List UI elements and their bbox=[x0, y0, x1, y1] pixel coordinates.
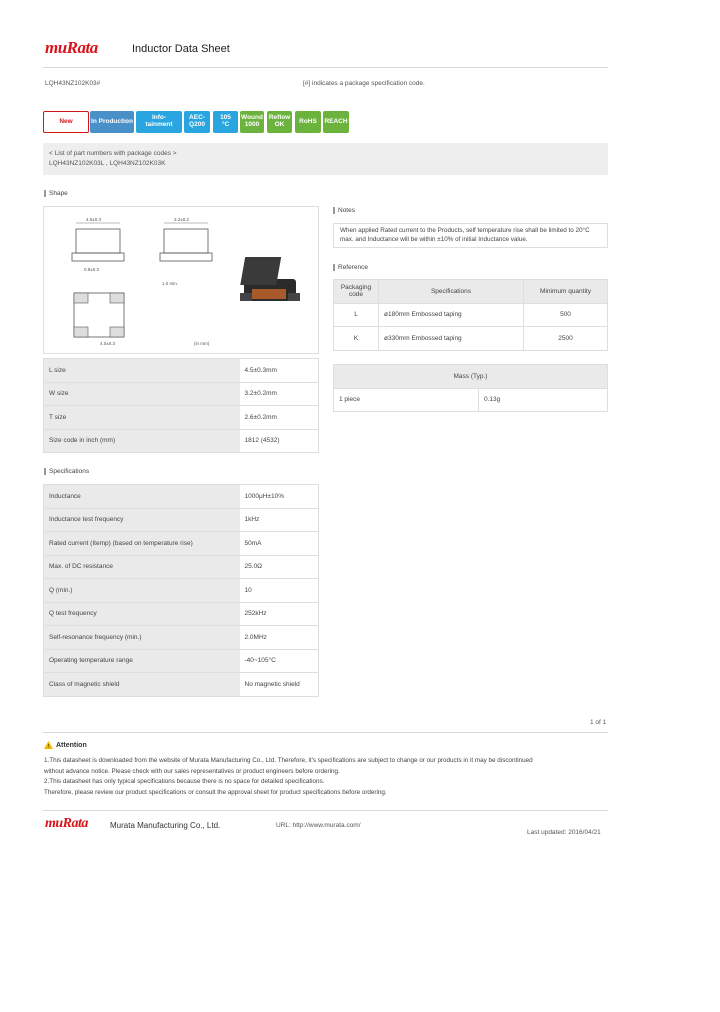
spec-label: Class of magnetic shield bbox=[44, 673, 240, 697]
spec-value: 1000μH±10% bbox=[240, 485, 319, 509]
spec-value: 25.0Ω bbox=[240, 555, 319, 579]
dim-f: 4.0±0.3 bbox=[100, 341, 115, 346]
specifications-table bbox=[43, 484, 319, 697]
reference-qty: 2500 bbox=[524, 327, 608, 351]
dim-unit: (in mm) bbox=[194, 341, 210, 346]
spec-label: Rated current (Itemp) (based on temperature rise) bbox=[44, 532, 240, 556]
company-name: Murata Manufacturing Co., Ltd. bbox=[110, 821, 221, 830]
dim-d: 1.0 min. bbox=[162, 281, 179, 286]
company-url[interactable]: URL: http://www.murata.com/ bbox=[276, 822, 361, 829]
notes-text: When applied Rated current to the Products, self temperature rise shall be limited to 20°C max. and Inductance will be within ±10% of initial Inductance value. bbox=[333, 223, 608, 248]
attention-text bbox=[44, 756, 614, 798]
shape-drawing-box bbox=[43, 206, 319, 354]
spec-label: Self-resonance frequency (min.) bbox=[44, 626, 240, 650]
divider bbox=[43, 732, 608, 733]
badge-reach: REACH bbox=[323, 111, 349, 133]
size-label: T size bbox=[44, 406, 240, 430]
size-row bbox=[44, 359, 319, 383]
size-value: 2.6±0.2mm bbox=[240, 406, 319, 430]
spec-value: 1kHz bbox=[240, 508, 319, 532]
spec-row bbox=[44, 532, 319, 556]
page-number: 1 of 1 bbox=[590, 719, 607, 726]
attention-line: 2.This datasheet has only typical specifications because there is no space for detailed specifications. bbox=[44, 778, 325, 785]
reference-code: K bbox=[334, 327, 379, 351]
shape-drawing bbox=[44, 207, 320, 355]
spec-label: Operating temperature range bbox=[44, 649, 240, 673]
divider bbox=[43, 810, 608, 811]
reference-row bbox=[334, 303, 608, 327]
size-table bbox=[43, 358, 319, 453]
spec-label: Inductance bbox=[44, 485, 240, 509]
part-list-box bbox=[43, 143, 608, 175]
murata-logo: muRata bbox=[45, 38, 98, 57]
size-value: 1812 (4532) bbox=[240, 429, 319, 453]
reference-column-header: Specifications bbox=[379, 280, 524, 304]
badge-in-production: In Production bbox=[90, 111, 134, 133]
spec-label: Max. of DC resistance bbox=[44, 555, 240, 579]
reference-code: L bbox=[334, 303, 379, 327]
attention-line: Therefore, please review our product specifications or consult the approval sheet for product specifications before ordering. bbox=[44, 788, 387, 796]
spec-row bbox=[44, 649, 319, 673]
notes-heading: Notes bbox=[333, 207, 355, 214]
spec-row bbox=[44, 602, 319, 626]
dim-e: 0.9±0.3 bbox=[84, 267, 99, 272]
spec-label: Q test frequency bbox=[44, 602, 240, 626]
mass-label: 1 piece bbox=[334, 388, 479, 412]
spec-row bbox=[44, 626, 319, 650]
spec-value: 10 bbox=[240, 579, 319, 603]
size-label: W size bbox=[44, 382, 240, 406]
spec-row bbox=[44, 485, 319, 509]
reference-row bbox=[334, 327, 608, 351]
badge-new: New bbox=[43, 111, 89, 133]
badge-rohs: RoHS bbox=[295, 111, 321, 133]
reference-heading: Reference bbox=[333, 264, 368, 271]
badge-105-c: 105 °C bbox=[213, 111, 238, 133]
mass-table bbox=[333, 364, 608, 412]
page-title: Inductor Data Sheet bbox=[132, 43, 230, 55]
reference-spec: ø330mm Embossed taping bbox=[379, 327, 524, 351]
size-label: Size code in inch (mm) bbox=[44, 429, 240, 453]
spec-value: No magnetic shield bbox=[240, 673, 319, 697]
part-list-items: LQH43NZ102K03L , LQH43NZ102K03K bbox=[49, 160, 166, 167]
attention-header bbox=[44, 741, 87, 749]
spec-row bbox=[44, 579, 319, 603]
size-label: L size bbox=[44, 359, 240, 383]
last-updated: Last updated: 2016/04/21 bbox=[527, 829, 601, 836]
mass-value: 0.13g bbox=[479, 388, 608, 412]
spec-row bbox=[44, 508, 319, 532]
attention-heading: Attention bbox=[56, 741, 87, 749]
reference-column-header: Minimum quantity bbox=[524, 280, 608, 304]
spec-row bbox=[44, 555, 319, 579]
size-row bbox=[44, 406, 319, 430]
badge-aec-q200: AEC- Q200 bbox=[184, 111, 210, 133]
footer-logo: muRata bbox=[45, 816, 88, 831]
size-value: 3.2±0.2mm bbox=[240, 382, 319, 406]
badge-info-tainment: Info- tainment bbox=[136, 111, 182, 133]
badge-wound-1000: Wound 1000 bbox=[240, 111, 264, 133]
spec-row bbox=[44, 673, 319, 697]
reference-table bbox=[333, 279, 608, 351]
mass-heading: Mass (Typ.) bbox=[334, 365, 608, 389]
reference-column-header: Packaging code bbox=[334, 280, 379, 304]
badge-reflow-ok: Reflow OK bbox=[267, 111, 292, 133]
attention-line: without advance notice. Please check with our sales representatives or product engineers before ordering. bbox=[44, 767, 340, 775]
size-row bbox=[44, 429, 319, 453]
dim-a: 4.5±0.3 bbox=[86, 217, 101, 222]
size-value: 4.5±0.3mm bbox=[240, 359, 319, 383]
divider bbox=[43, 67, 608, 68]
spec-value: 2.0MHz bbox=[240, 626, 319, 650]
specifications-heading: Specifications bbox=[44, 468, 89, 475]
spec-value: 252kHz bbox=[240, 602, 319, 626]
reference-spec: ø180mm Embossed taping bbox=[379, 303, 524, 327]
spec-value: -40~105°C bbox=[240, 649, 319, 673]
dim-b: 3.2±0.2 bbox=[174, 217, 189, 222]
spec-label: Q (min.) bbox=[44, 579, 240, 603]
spec-value: 50mA bbox=[240, 532, 319, 556]
package-code-note: [#] indicates a package specification code. bbox=[303, 80, 425, 87]
spec-label: Inductance test frequency bbox=[44, 508, 240, 532]
attention-line: 1.This datasheet is downloaded from the website of Murata Manufacturing Co., Ltd. Therefore, it's specifications are subject to change or our products in it may be discontinued bbox=[44, 757, 533, 764]
svg-text:!: ! bbox=[47, 744, 49, 749]
size-row bbox=[44, 382, 319, 406]
shape-heading: Shape bbox=[44, 190, 68, 197]
reference-qty: 500 bbox=[524, 303, 608, 327]
part-number: LQH43NZ102K03# bbox=[45, 80, 101, 87]
component-photo bbox=[240, 257, 300, 301]
part-list-heading: < List of part numbers with package codes > bbox=[49, 150, 177, 157]
warning-icon bbox=[44, 741, 53, 749]
